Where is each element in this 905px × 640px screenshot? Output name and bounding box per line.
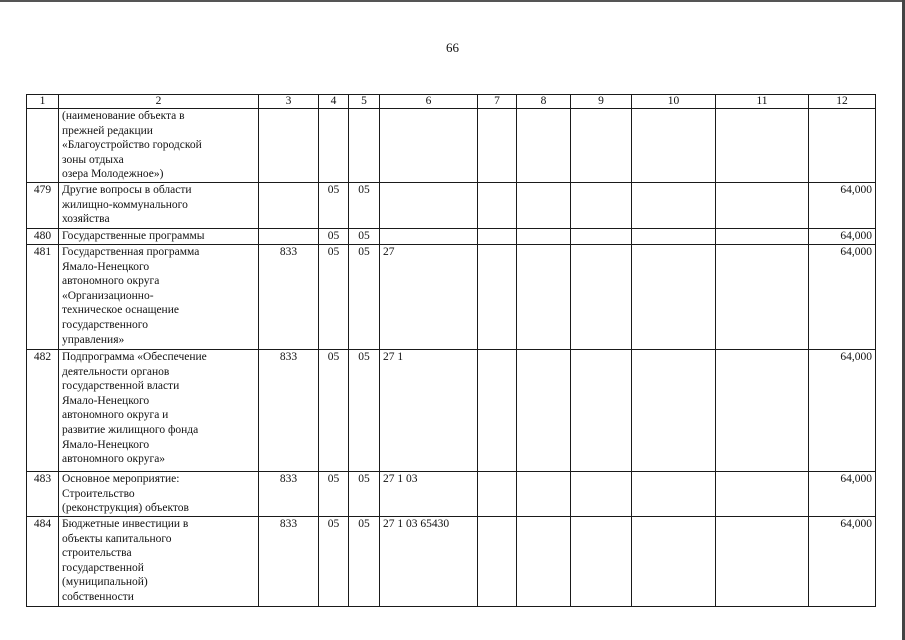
cell-col3 [259, 109, 319, 183]
cell-col8 [517, 109, 571, 183]
cell-col5: 05 [349, 472, 380, 517]
cell-col9 [571, 229, 632, 245]
cell-col5: 05 [349, 350, 380, 472]
cell-col8 [517, 245, 571, 350]
cell-col12: 64,000 [809, 350, 876, 472]
cell-col12 [809, 109, 876, 183]
row-number: 484 [27, 517, 59, 607]
cell-col4 [319, 109, 349, 183]
cell-col12: 64,000 [809, 517, 876, 607]
cell-col11 [716, 109, 809, 183]
cell-col10 [632, 109, 716, 183]
cell-col6: 27 1 03 [380, 472, 478, 517]
col-header-6: 6 [380, 95, 478, 109]
cell-col8 [517, 183, 571, 229]
cell-col8 [517, 229, 571, 245]
table-row [27, 183, 876, 229]
row-name: Бюджетные инвестиции в объекты капитального строительства государственной (муниципальной) собственности [59, 517, 259, 607]
cell-col6: 27 1 03 65430 [380, 517, 478, 607]
cell-col5: 05 [349, 517, 380, 607]
cell-col10 [632, 229, 716, 245]
cell-col5: 05 [349, 183, 380, 229]
cell-col3: 833 [259, 472, 319, 517]
cell-col3: 833 [259, 350, 319, 472]
cell-col11 [716, 472, 809, 517]
cell-col4: 05 [319, 183, 349, 229]
col-header-4: 4 [319, 95, 349, 109]
cell-col12: 64,000 [809, 245, 876, 350]
cell-col6 [380, 109, 478, 183]
cell-col11 [716, 229, 809, 245]
cell-col9 [571, 350, 632, 472]
row-number: 479 [27, 183, 59, 229]
cell-col10 [632, 517, 716, 607]
cell-col8 [517, 517, 571, 607]
cell-col11 [716, 517, 809, 607]
cell-col8 [517, 350, 571, 472]
row-name: Подпрограмма «Обеспечение деятельности органов государственной власти Ямало-Ненецкого автономного округа и развитие жилищного фонда Ямало-Ненецкого автономного округа» [59, 350, 259, 472]
cell-col3: 833 [259, 517, 319, 607]
page-number: 66 [446, 40, 459, 55]
cell-col12: 64,000 [809, 229, 876, 245]
row-number: 482 [27, 350, 59, 472]
col-header-5: 5 [349, 95, 380, 109]
row-number: 483 [27, 472, 59, 517]
cell-col6 [380, 183, 478, 229]
cell-col3: 833 [259, 245, 319, 350]
col-header-8: 8 [517, 95, 571, 109]
cell-col7 [478, 472, 517, 517]
cell-col3 [259, 229, 319, 245]
cell-col10 [632, 183, 716, 229]
cell-col11 [716, 183, 809, 229]
row-name: Основное мероприятие: Строительство (реконструкция) объектов [59, 472, 259, 517]
table-row [27, 350, 876, 472]
cell-col7 [478, 517, 517, 607]
cell-col6: 27 [380, 245, 478, 350]
table-row [27, 245, 876, 350]
cell-col9 [571, 109, 632, 183]
row-number: 481 [27, 245, 59, 350]
col-header-10: 10 [632, 95, 716, 109]
cell-col8 [517, 472, 571, 517]
budget-table [26, 94, 876, 607]
cell-col7 [478, 350, 517, 472]
cell-col10 [632, 245, 716, 350]
row-name: Государственная программа Ямало-Ненецкого автономного округа «Организационно- техническое оснащение государственного управления» [59, 245, 259, 350]
cell-col10 [632, 350, 716, 472]
cell-col5 [349, 109, 380, 183]
col-header-12: 12 [809, 95, 876, 109]
cell-col9 [571, 517, 632, 607]
table-row [27, 229, 876, 245]
cell-col11 [716, 245, 809, 350]
row-number: 480 [27, 229, 59, 245]
cell-col12: 64,000 [809, 472, 876, 517]
col-header-9: 9 [571, 95, 632, 109]
cell-col6 [380, 229, 478, 245]
cell-col7 [478, 245, 517, 350]
scan-edge-top [0, 0, 905, 2]
cell-col4: 05 [319, 229, 349, 245]
cell-col4: 05 [319, 517, 349, 607]
table-row [27, 472, 876, 517]
col-header-11: 11 [716, 95, 809, 109]
cell-col3 [259, 183, 319, 229]
cell-col9 [571, 245, 632, 350]
cell-col4: 05 [319, 472, 349, 517]
row-name: (наименование объекта в прежней редакции «Благоустройство городской зоны отдыха озера Молодежное») [59, 109, 259, 183]
cell-col9 [571, 472, 632, 517]
col-header-7: 7 [478, 95, 517, 109]
col-header-3: 3 [259, 95, 319, 109]
col-header-2: 2 [59, 95, 259, 109]
row-name: Государственные программы [59, 229, 259, 245]
col-header-1: 1 [27, 95, 59, 109]
cell-col5: 05 [349, 229, 380, 245]
cell-col11 [716, 350, 809, 472]
cell-col7 [478, 183, 517, 229]
table-row [27, 517, 876, 607]
cell-col10 [632, 472, 716, 517]
cell-col6: 27 1 [380, 350, 478, 472]
table-row [27, 109, 876, 183]
cell-col7 [478, 229, 517, 245]
cell-col4: 05 [319, 245, 349, 350]
cell-col4: 05 [319, 350, 349, 472]
cell-col12: 64,000 [809, 183, 876, 229]
row-number [27, 109, 59, 183]
cell-col9 [571, 183, 632, 229]
cell-col5: 05 [349, 245, 380, 350]
header-row [27, 95, 876, 109]
cell-col7 [478, 109, 517, 183]
row-name: Другие вопросы в области жилищно-коммунального хозяйства [59, 183, 259, 229]
